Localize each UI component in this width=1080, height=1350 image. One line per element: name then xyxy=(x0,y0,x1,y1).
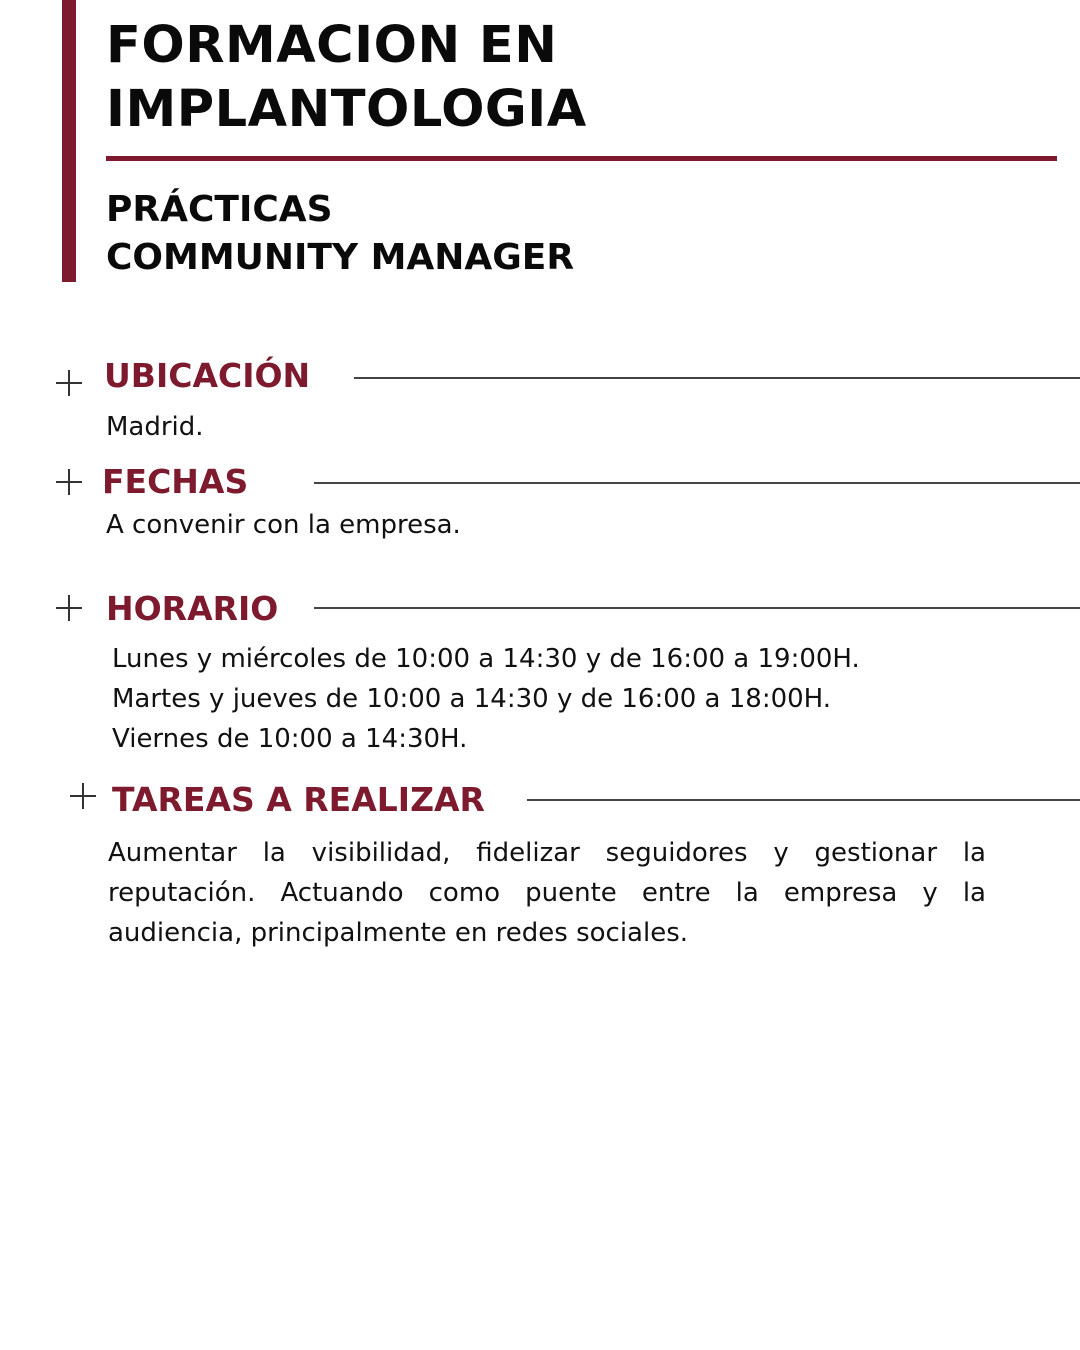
subtitle-line-2: COMMUNITY MANAGER xyxy=(106,237,575,278)
plus-icon xyxy=(56,469,82,495)
page-subtitle xyxy=(106,186,574,282)
section-body-fechas xyxy=(106,505,461,545)
ubicacion-line: Madrid. xyxy=(106,412,204,442)
title-line-1: FORMACION EN xyxy=(106,16,558,75)
section-title-horario: HORARIO xyxy=(106,589,279,628)
page-title xyxy=(106,14,587,142)
section-divider-tareas xyxy=(527,799,1080,801)
plus-icon xyxy=(56,595,82,621)
section-divider-horario xyxy=(314,607,1080,609)
fechas-line: A convenir con la empresa. xyxy=(106,510,461,540)
horario-line-2: Martes y jueves de 10:00 a 14:30 y de 16:00 a 18:00H. xyxy=(112,684,832,714)
accent-vertical-bar xyxy=(62,0,76,282)
section-body-ubicacion xyxy=(106,407,204,447)
subtitle-line-1: PRÁCTICAS xyxy=(106,189,333,230)
horario-line-3: Viernes de 10:00 a 14:30H. xyxy=(112,724,468,754)
section-body-horario xyxy=(112,639,860,759)
title-line-2: IMPLANTOLOGIA xyxy=(106,80,587,139)
section-divider-ubicacion xyxy=(354,377,1080,379)
section-title-ubicacion: UBICACIÓN xyxy=(104,356,311,395)
plus-icon xyxy=(56,370,82,396)
section-divider-fechas xyxy=(314,482,1080,484)
section-title-tareas: TAREAS A REALIZAR xyxy=(112,780,485,819)
title-divider xyxy=(106,156,1057,161)
section-title-fechas: FECHAS xyxy=(102,462,249,501)
plus-icon xyxy=(70,783,96,809)
horario-line-1: Lunes y miércoles de 10:00 a 14:30 y de 16:00 a 19:00H. xyxy=(112,644,860,674)
section-body-tareas: Aumentar la visibilidad, fidelizar seguidores y gestionar la reputación. Actuando como puente entre la empresa y la audiencia, principalmente en redes sociales. xyxy=(108,838,986,948)
